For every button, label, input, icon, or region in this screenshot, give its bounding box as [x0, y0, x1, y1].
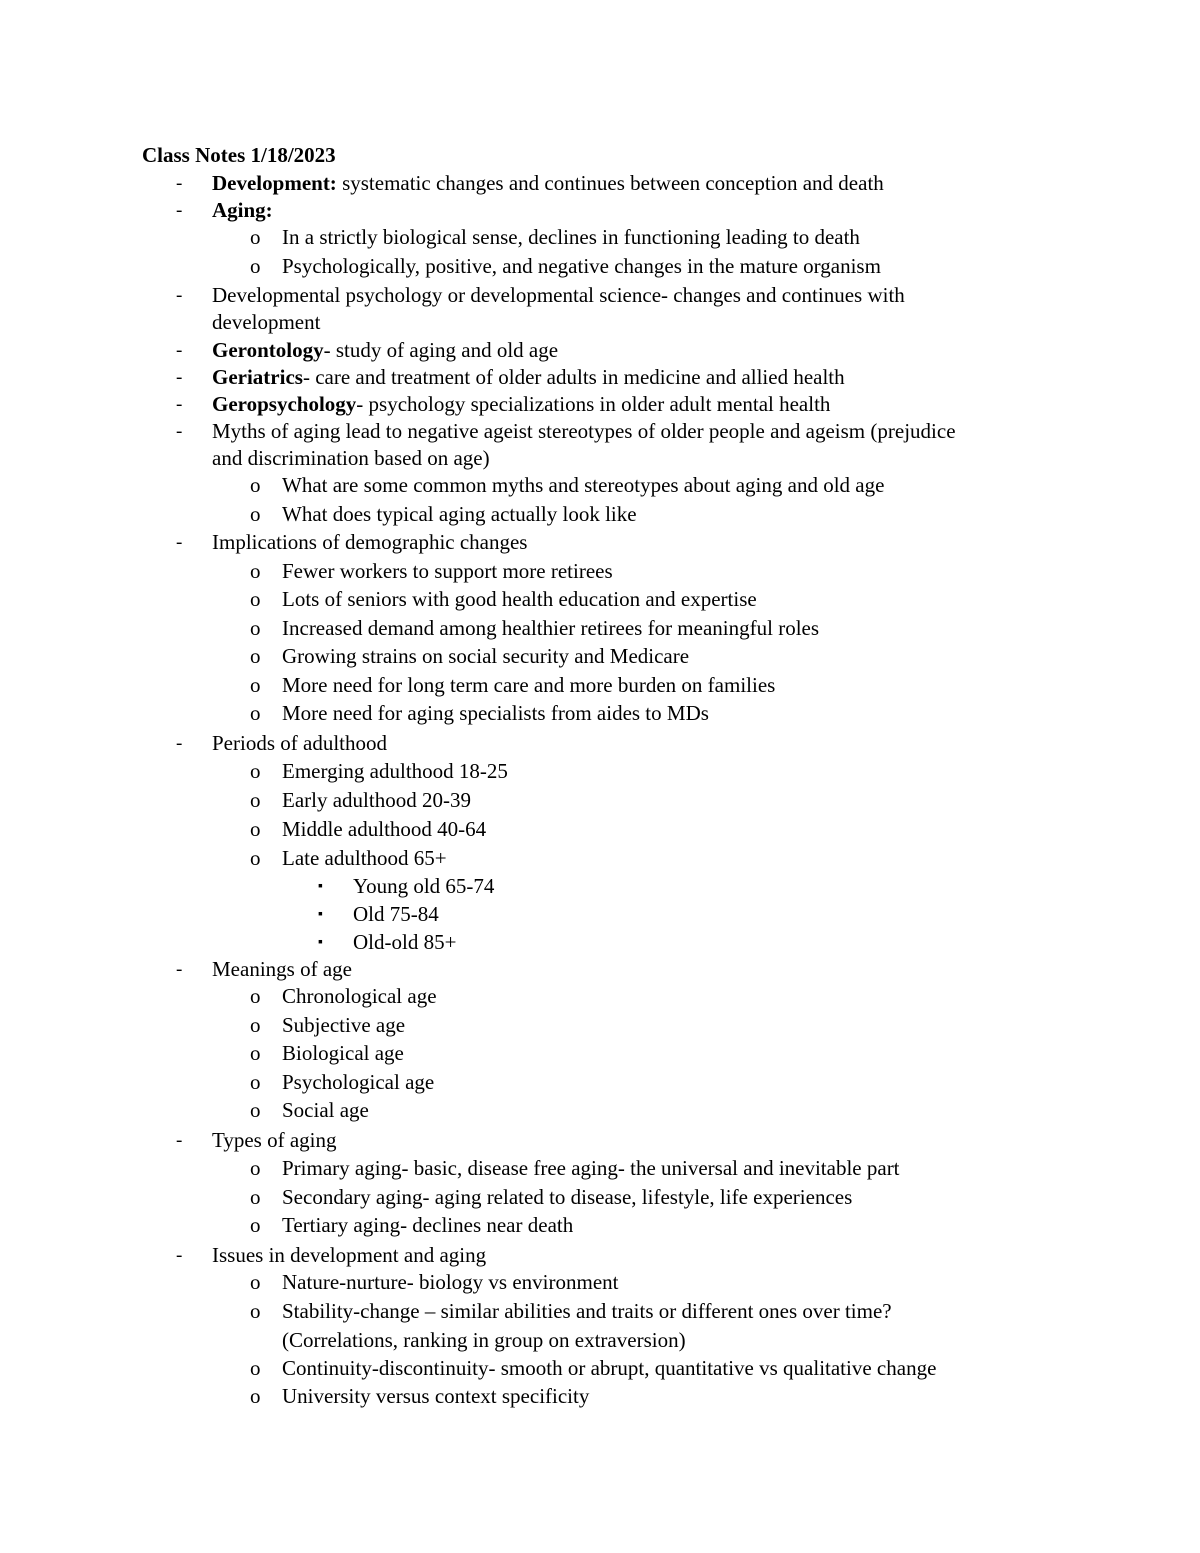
- list-item: [353, 929, 456, 956]
- page-title: Class Notes 1/18/2023: [142, 143, 336, 167]
- square-bullet-icon: ▪: [318, 907, 323, 922]
- list-item-text: Primary aging- basic, disease free aging- the universal and inevitable part: [282, 1156, 900, 1180]
- list-item: [282, 1097, 369, 1124]
- term-label: Geriatrics: [212, 365, 303, 389]
- list-item: [282, 700, 709, 727]
- list-item-text: Young old 65-74: [353, 874, 495, 898]
- list-item: [212, 730, 387, 757]
- list-item-text: Tertiary aging- declines near death: [282, 1213, 574, 1237]
- circle-bullet-icon: o: [250, 1098, 261, 1122]
- list-item: [282, 224, 860, 251]
- circle-bullet-icon: o: [250, 1070, 261, 1094]
- list-item: [282, 643, 689, 670]
- dash-bullet-icon: -: [176, 200, 183, 221]
- dash-bullet-icon: -: [176, 367, 183, 388]
- list-item: [282, 672, 775, 699]
- circle-bullet-icon: o: [250, 846, 261, 870]
- dash-bullet-icon: -: [176, 959, 183, 980]
- circle-bullet-icon: o: [250, 1384, 261, 1408]
- list-item-text: University versus context specificity: [282, 1384, 590, 1408]
- circle-bullet-icon: o: [250, 1013, 261, 1037]
- circle-bullet-icon: o: [250, 473, 261, 497]
- square-bullet-icon: ▪: [318, 879, 323, 894]
- dash-bullet-icon: -: [176, 394, 183, 415]
- circle-bullet-icon: o: [250, 254, 261, 278]
- list-item: [282, 558, 613, 585]
- dash-bullet-icon: -: [176, 1130, 183, 1151]
- list-item-text: Chronological age: [282, 984, 437, 1008]
- dash-bullet-icon: -: [176, 173, 183, 194]
- circle-bullet-icon: o: [250, 1270, 261, 1294]
- list-item: [282, 758, 508, 785]
- list-item: [212, 391, 830, 418]
- dash-bullet-icon: -: [176, 285, 183, 306]
- list-item: [282, 1069, 434, 1096]
- list-item: [282, 1012, 405, 1039]
- list-item-text: Lots of seniors with good health education and expertise: [282, 587, 757, 611]
- list-item-text: development: [212, 310, 321, 334]
- circle-bullet-icon: o: [250, 759, 261, 783]
- dash-bullet-icon: -: [176, 1245, 183, 1266]
- list-item: [282, 983, 437, 1010]
- list-item-text: Secondary aging- aging related to disease, lifestyle, life experiences: [282, 1185, 853, 1209]
- list-item: [212, 1242, 486, 1269]
- list-item: [212, 197, 273, 224]
- circle-bullet-icon: o: [250, 984, 261, 1008]
- list-item: [353, 901, 439, 928]
- list-item: [282, 1269, 619, 1296]
- list-item: [212, 529, 527, 556]
- list-item: [282, 816, 486, 843]
- circle-bullet-icon: o: [250, 1356, 261, 1380]
- list-item-text: Myths of aging lead to negative ageist stereotypes of older people and ageism (prejudice: [212, 419, 956, 443]
- list-item-text: Emerging adulthood 18-25: [282, 759, 508, 783]
- list-item: [282, 845, 447, 872]
- list-item-text: Subjective age: [282, 1013, 406, 1037]
- list-item: [212, 364, 845, 391]
- list-item-text: Late adulthood 65+: [282, 846, 447, 870]
- list-item-text: Implications of demographic changes: [212, 530, 528, 554]
- list-item: [212, 337, 558, 364]
- list-item-text: (Correlations, ranking in group on extraversion): [282, 1328, 686, 1352]
- square-bullet-icon: ▪: [318, 935, 323, 950]
- list-item-text: What are some common myths and stereotypes about aging and old age: [282, 473, 885, 497]
- term-label: Gerontology: [212, 338, 324, 362]
- circle-bullet-icon: o: [250, 225, 261, 249]
- circle-bullet-icon: o: [250, 502, 261, 526]
- list-item-text: What does typical aging actually look like: [282, 502, 637, 526]
- circle-bullet-icon: o: [250, 1041, 261, 1065]
- term-label: Development:: [212, 171, 337, 195]
- list-item: [282, 501, 637, 528]
- list-item: [282, 615, 819, 642]
- list-item-text: and discrimination based on age): [212, 446, 490, 470]
- list-item-text: Periods of adulthood: [212, 731, 387, 755]
- list-item-text: Fewer workers to support more retirees: [282, 559, 613, 583]
- dash-bullet-icon: -: [176, 421, 183, 442]
- list-item: [282, 787, 471, 814]
- list-item-text: Biological age: [282, 1041, 404, 1065]
- circle-bullet-icon: o: [250, 788, 261, 812]
- list-item-text: Stability-change – similar abilities and traits or different ones over time?: [282, 1299, 892, 1323]
- list-item-text: Psychologically, positive, and negative changes in the mature organism: [282, 254, 881, 278]
- list-item: [282, 472, 884, 499]
- circle-bullet-icon: o: [250, 1156, 261, 1180]
- list-item-text: Continuity-discontinuity- smooth or abrupt, quantitative vs qualitative change: [282, 1356, 937, 1380]
- circle-bullet-icon: o: [250, 559, 261, 583]
- list-item-text: More need for long term care and more burden on families: [282, 673, 776, 697]
- list-item-text: Types of aging: [212, 1128, 337, 1152]
- circle-bullet-icon: o: [250, 1213, 261, 1237]
- list-item: [282, 1383, 589, 1410]
- circle-bullet-icon: o: [250, 1185, 261, 1209]
- list-item: [282, 1040, 404, 1067]
- list-item: [212, 170, 884, 197]
- dash-bullet-icon: -: [176, 733, 183, 754]
- list-item: [212, 1127, 337, 1154]
- circle-bullet-icon: o: [250, 701, 261, 725]
- dash-bullet-icon: -: [176, 532, 183, 553]
- list-item: [212, 956, 352, 983]
- list-item: [282, 586, 757, 613]
- list-item-text: Middle adulthood 40-64: [282, 817, 487, 841]
- list-item: [282, 253, 881, 280]
- circle-bullet-icon: o: [250, 616, 261, 640]
- list-item-text: More need for aging specialists from aides to MDs: [282, 701, 709, 725]
- dash-bullet-icon: -: [176, 340, 183, 361]
- list-item-text: - study of aging and old age: [323, 338, 559, 362]
- list-item-text: Social age: [282, 1098, 369, 1122]
- list-item-text: Psychological age: [282, 1070, 435, 1094]
- circle-bullet-icon: o: [250, 587, 261, 611]
- list-item-text: Old-old 85+: [353, 930, 457, 954]
- list-item-text: Old 75-84: [353, 902, 439, 926]
- list-item-text: Issues in development and aging: [212, 1243, 487, 1267]
- list-item-text: systematic changes and continues between conception and death: [336, 171, 884, 195]
- list-item-text: In a strictly biological sense, declines in functioning leading to death: [282, 225, 860, 249]
- circle-bullet-icon: o: [250, 673, 261, 697]
- list-item: [282, 1184, 852, 1211]
- list-item: [282, 1155, 900, 1182]
- term-label: Geropsychology: [212, 392, 357, 416]
- list-item-text: Early adulthood 20-39: [282, 788, 471, 812]
- list-item-text: - care and treatment of older adults in medicine and allied health: [302, 365, 845, 389]
- circle-bullet-icon: o: [250, 644, 261, 668]
- circle-bullet-icon: o: [250, 1299, 261, 1323]
- circle-bullet-icon: o: [250, 817, 261, 841]
- list-item-text: Growing strains on social security and Medicare: [282, 644, 690, 668]
- term-label: Aging:: [212, 198, 273, 222]
- list-item: [282, 1212, 573, 1239]
- list-item-text: - psychology specializations in older adult mental health: [356, 392, 831, 416]
- list-item-text: Nature-nurture- biology vs environment: [282, 1270, 619, 1294]
- list-item: [282, 1355, 936, 1382]
- list-item-text: Developmental psychology or developmental science- changes and continues with: [212, 283, 905, 307]
- list-item-text: Meanings of age: [212, 957, 352, 981]
- list-item-text: Increased demand among healthier retirees for meaningful roles: [282, 616, 820, 640]
- list-item: [353, 873, 494, 900]
